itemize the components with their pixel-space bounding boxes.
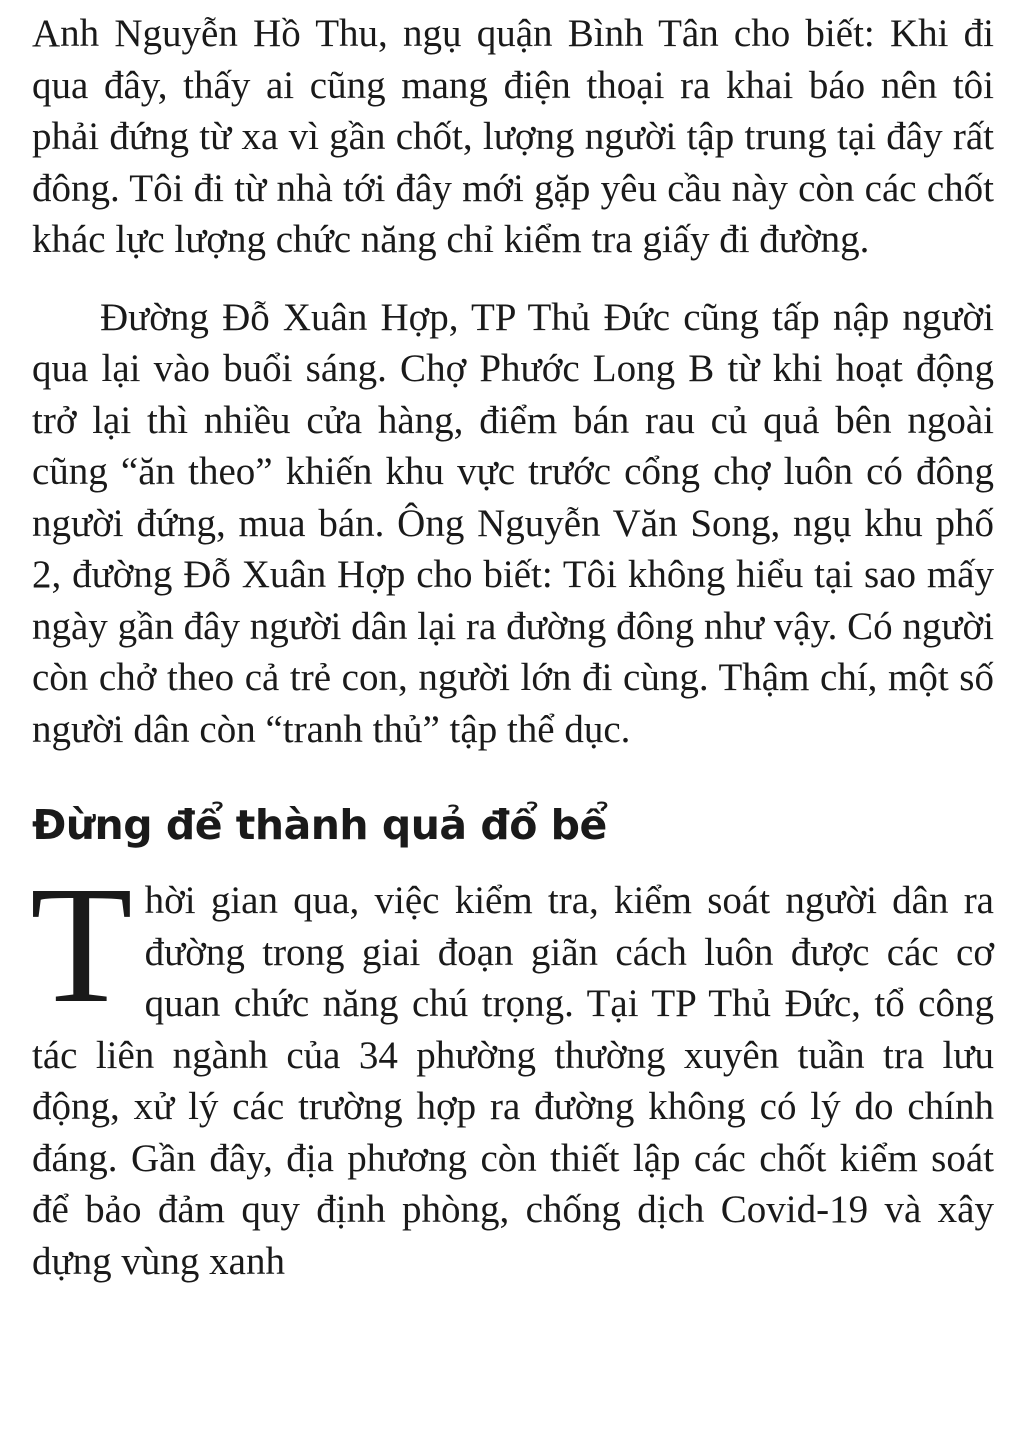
section-heading: Đừng để thành quả đổ bể — [32, 801, 607, 849]
paragraph-1: Anh Nguyễn Hồ Thu, ngụ quận Bình Tân cho biết: Khi đi qua đây, thấy ai cũng mang điện thoại ra khai báo nên tôi phải đứng từ xa vì gần chốt, lượng người tập trung tại đây rất đông. Tôi đi từ nhà tới đây mới gặp yêu cầu này còn các chốt khác lực lượng chức năng chỉ kiểm tra giấy đi đường. — [32, 12, 994, 261]
paragraph-2: Đường Đỗ Xuân Hợp, TP Thủ Đức cũng tấp nập người qua lại vào buổi sáng. Chợ Phước Long B từ khi hoạt động trở lại thì nhiều cửa hàng, điểm bán rau củ quả bên ngoài cũng “ăn theo” khiến khu vực trước cổng chợ luôn có đông người đứng, mua bán. Ông Nguyễn Văn Song, ngụ khu phố 2, đường Đỗ Xuân Hợp cho biết: Tôi không hiểu tại sao mấy ngày gần đây người dân lại ra đường đông như vậy. Có người còn chở theo cả trẻ con, người lớn đi cùng. Thậm chí, một số người dân còn “tranh thủ” tập thể dục. — [32, 295, 994, 751]
paragraph-3-text: hời gian qua, việc kiểm tra, kiểm soát người dân ra đường trong giai đoạn giãn cách luôn được các cơ quan chức năng chú trọng. Tại TP Thủ Đức, tổ công tác liên ngành của 34 phường thường xuyên tuần tra lưu động, xử lý các trường hợp ra đường không có lý do chính đáng. Gần đây, địa phương còn thiết lập các chốt kiểm soát để bảo đảm quy định phòng, chống dịch Covid-19 và xây dựng vùng xanh — [32, 879, 994, 1283]
article-page — [32, 8, 994, 1287]
paragraph-3 — [30, 852, 994, 1287]
drop-cap-letter: T — [30, 852, 133, 1038]
